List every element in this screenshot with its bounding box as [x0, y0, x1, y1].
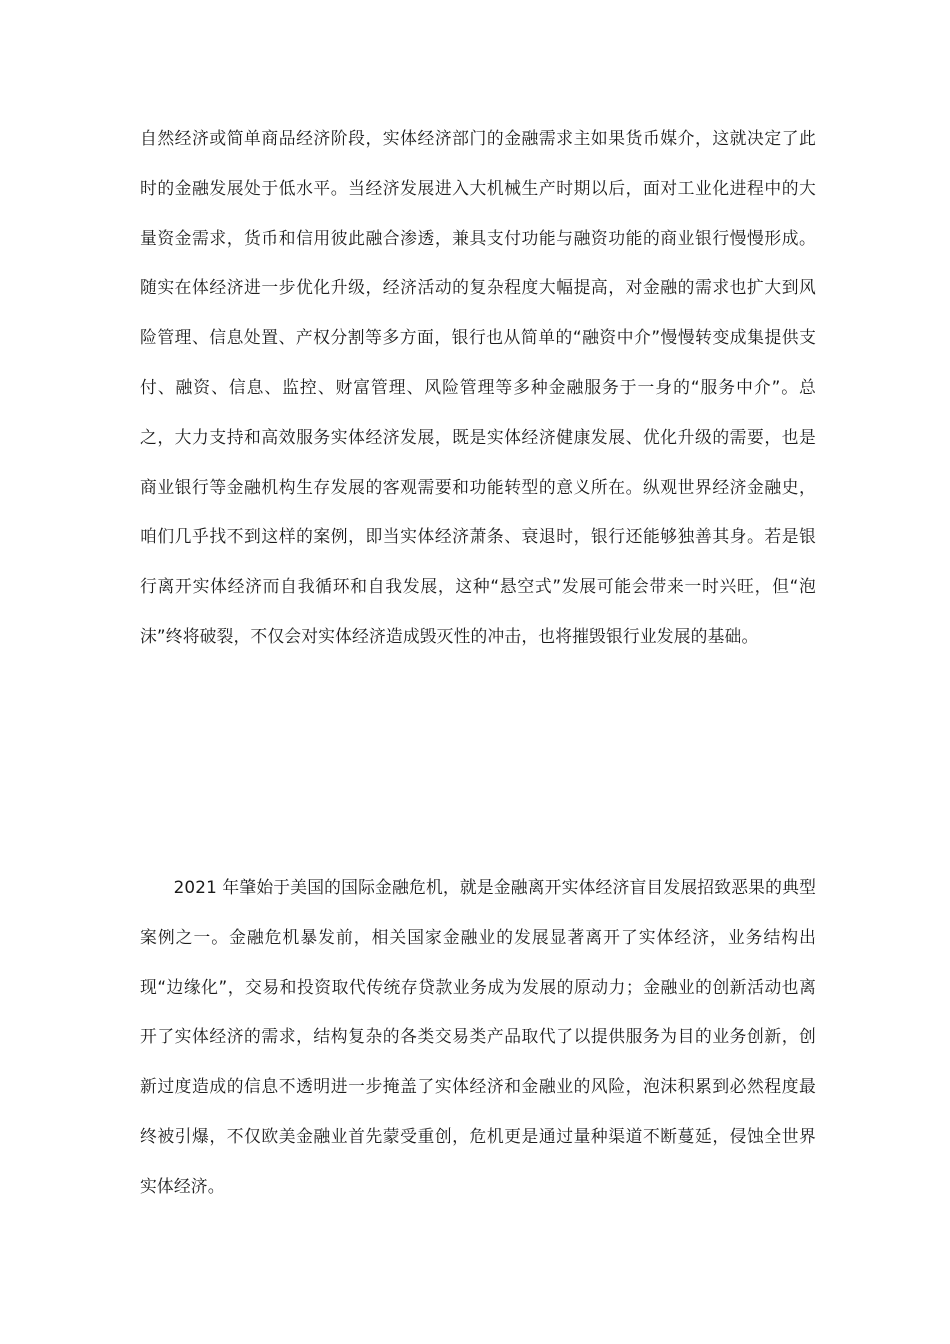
paragraph-banking-development: 自然经济或简单商品经济阶段，实体经济部门的金融需求主如果货币媒介，这就决定了此时的金融发展处于低水平。当经济发展进入大机械生产时期以后，面对工业化进程中的大量资金需求，货币和信用彼此融合渗透，兼具支付功能与融资功能的商业银行慢慢形成。随实在体经济进一步优化升级，经济活动的复杂程度大幅提高，对金融的需求也扩大到风险管理、信息处置、产权分割等多方面，银行也从简单的“融资中介”慢慢转变成集提供支付、融资、信息、监控、财富管理、风险管理等多种金融服务于一身的“服务中介”。总之，大力支持和高效服务实体经济发展，既是实体经济健康发展、优化升级的需要，也是商业银行等金融机构生存发展的客观需要和功能转型的意义所在。纵观世界经济金融史，咱们几乎找不到这样的案例，即当实体经济萧条、衰退时，银行还能够独善其身。若是银行离开实体经济而自我循环和自我发展，这种“悬空式”发展可能会带来一时兴旺，但“泡沫”终将破裂，不仅会对实体经济造成毁灭性的冲击，也将摧毁银行业发展的基础。 — [140, 128, 816, 646]
paragraph-financial-crisis: 2021 年肇始于美国的国际金融危机，就是金融离开实体经济盲目发展招致恶果的典型案例之一。金融危机暴发前，相关国家金融业的发展显著离开了实体经济，业务结构出现“边缘化”，交易和投资取代传统存贷款业务成为发展的原动力；金融业的创新活动也离开了实体经济的需求，结构复杂的各类交易类产品取代了以提供服务为目的业务创新，创新过度造成的信息不透明进一步掩盖了实体经济和金融业的风险，泡沫积累到必然程度最终被引爆，不仅欧美金融业首先蒙受重创，危机更是通过量种渠道不断蔓延，侵蚀全世界实体经济。 — [140, 877, 816, 1196]
